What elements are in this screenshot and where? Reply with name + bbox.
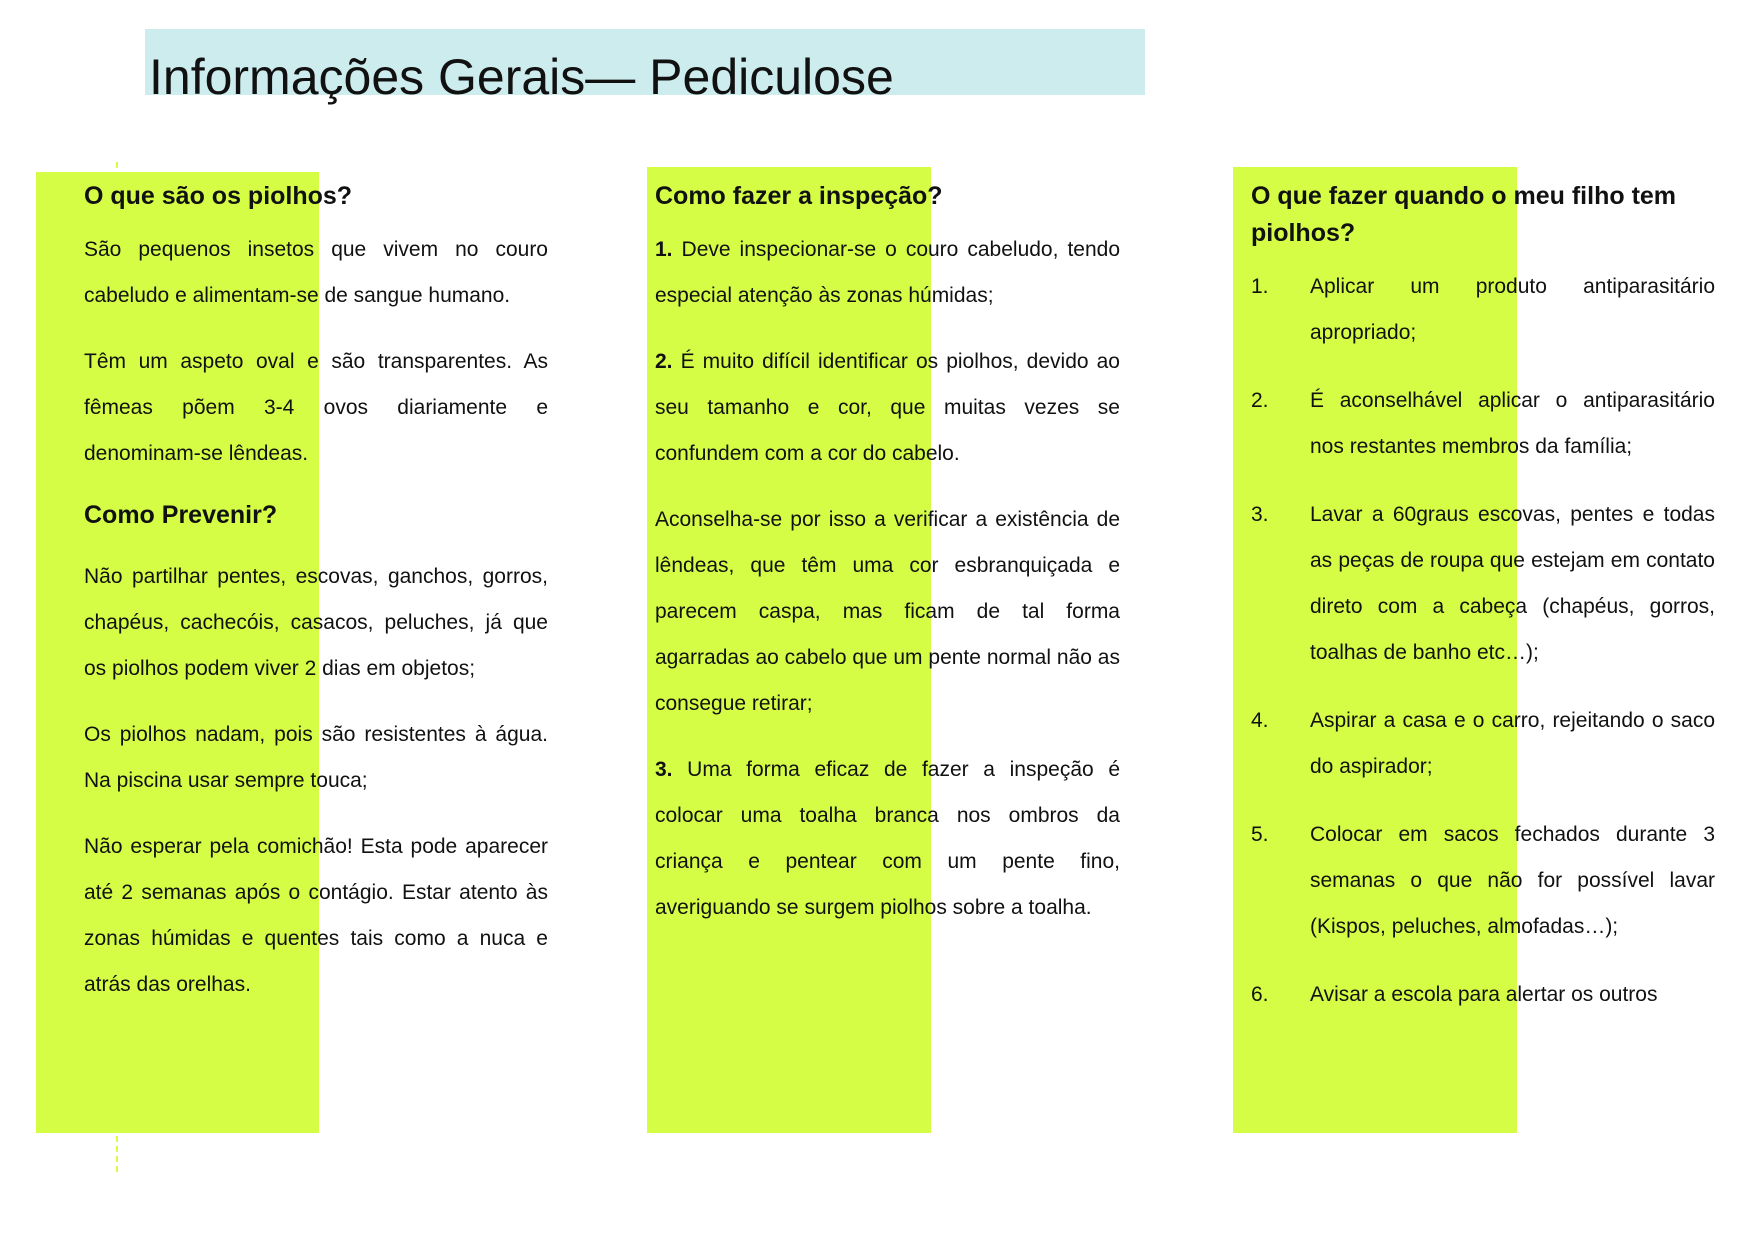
list-item <box>1251 492 1715 676</box>
item-number: 6. <box>1251 983 1269 1006</box>
list-item <box>1251 812 1715 950</box>
column-inspection <box>655 178 1120 951</box>
heading-what-to-do: O que fazer quando o meu filho tem piolhos? <box>1251 182 1677 247</box>
column-what-to-do <box>1251 178 1715 1040</box>
item-number: 1. <box>1251 275 1269 298</box>
item-number: 4. <box>1251 709 1269 732</box>
item-text: É aconselhável aplicar o antiparasitário nos restantes membros da família; <box>1310 389 1715 458</box>
paragraph-no-sharing: Não partilhar pentes, escovas, ganchos, gorros, chapéus, cachecóis, casacos, peluches, já que os piolhos podem viver 2 dias em objetos; <box>84 565 548 680</box>
paragraph-definition: São pequenos insetos que vivem no couro cabeludo e alimentam-se de sangue humano. <box>84 238 548 307</box>
item-number: 5. <box>1251 823 1269 846</box>
item-number: 3. <box>1251 503 1269 526</box>
heading-inspection: Como fazer a inspeção? <box>655 182 943 210</box>
inspection-step-1 <box>655 227 1120 319</box>
heading-how-to-prevent: Como Prevenir? <box>84 501 278 529</box>
heading-what-are-lice: O que são os piolhos? <box>84 182 353 210</box>
step-text: Uma forma eficaz de fazer a inspeção é colocar uma toalha branca nos ombros da criança e pentear com um pente fino, averiguando se surgem piolhos sobre a toalha. <box>655 758 1120 919</box>
page-title: Informações Gerais— Pediculose <box>149 49 894 105</box>
step-text: É muito difícil identificar os piolhos, devido ao seu tamanho e cor, que muitas vezes se confundem com a cor do cabelo. <box>655 350 1120 465</box>
list-item <box>1251 698 1715 790</box>
paragraph-swimming: Os piolhos nadam, pois são resistentes à água. Na piscina usar sempre touca; <box>84 723 548 792</box>
paragraph-itching: Não esperar pela comichão! Esta pode aparecer até 2 semanas após o contágio. Estar atento às zonas húmidas e quentes tais como a nuca e atrás das orelhas. <box>84 835 548 996</box>
step-number: 3. <box>655 758 673 781</box>
step-number: 1. <box>655 238 673 261</box>
step-number: 2. <box>655 350 673 373</box>
inspection-step-2 <box>655 339 1120 477</box>
item-text: Aspirar a casa e o carro, rejeitando o saco do aspirador; <box>1310 709 1715 778</box>
paragraph-appearance: Têm um aspeto oval e são transparentes. As fêmeas põem 3-4 ovos diariamente e denominam-se lêndeas. <box>84 350 548 465</box>
item-text: Colocar em sacos fechados durante 3 semanas o que não for possível lavar (Kispos, peluches, almofadas…); <box>1310 823 1715 938</box>
item-text: Aplicar um produto antiparasitário apropriado; <box>1310 275 1715 344</box>
list-item <box>1251 972 1715 1018</box>
inspection-step-3 <box>655 747 1120 931</box>
item-text: Avisar a escola para alertar os outros <box>1310 983 1658 1006</box>
column-what-are-lice <box>84 178 548 1028</box>
paragraph-nits-advice: Aconselha-se por isso a verificar a existência de lêndeas, que têm uma cor esbranquiçada e parecem caspa, mas ficam de tal forma agarradas ao cabelo que um pente normal não as consegue retirar; <box>655 508 1120 715</box>
action-list <box>1251 264 1715 1018</box>
item-text: Lavar a 60graus escovas, pentes e todas as peças de roupa que estejam em contato direto com a cabeça (chapéus, gorros, toalhas de banho etc…); <box>1310 503 1715 664</box>
list-item <box>1251 378 1715 470</box>
list-item <box>1251 264 1715 356</box>
step-text: Deve inspecionar-se o couro cabeludo, tendo especial atenção às zonas húmidas; <box>655 238 1120 307</box>
item-number: 2. <box>1251 389 1269 412</box>
